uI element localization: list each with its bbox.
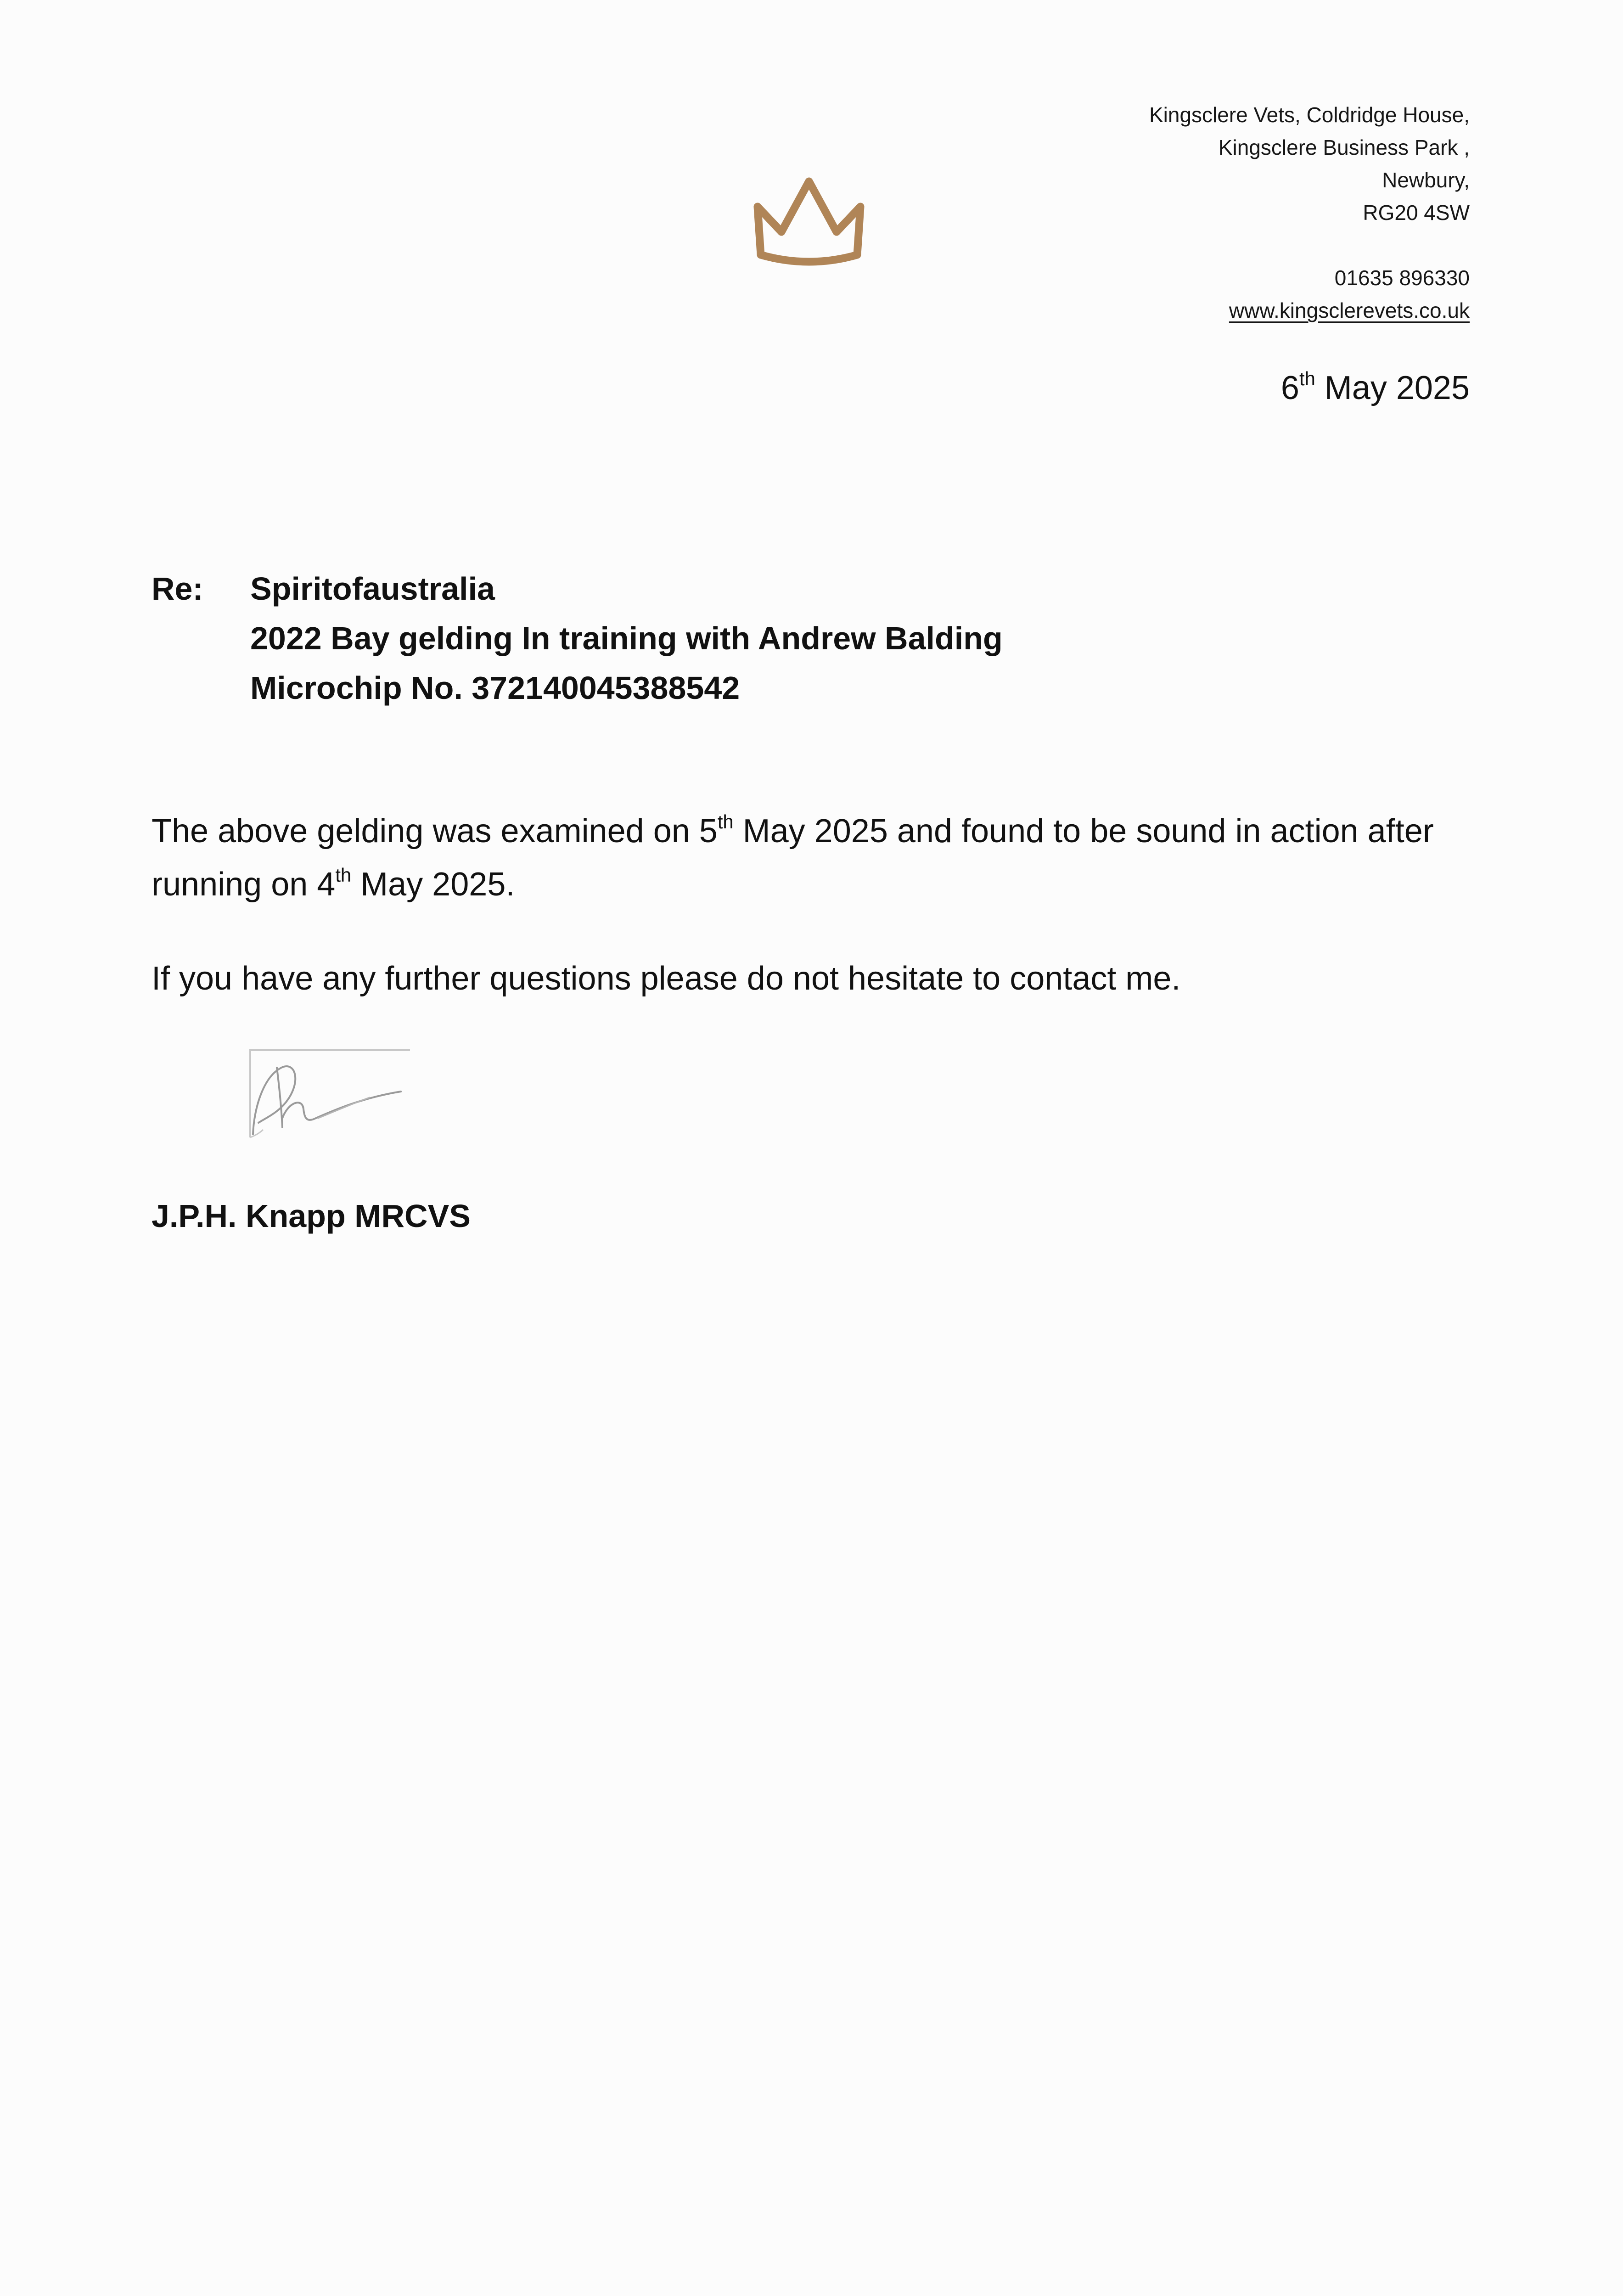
address-line: Kingsclere Business Park , (1218, 135, 1470, 159)
date-suffix: th (1299, 367, 1315, 389)
body-text-segment: May 2025. (351, 866, 515, 903)
letter-date (1281, 367, 1470, 413)
ordinal-suffix: th (335, 864, 352, 886)
microchip-number: Microchip No. 372140045388542 (250, 670, 740, 706)
reference-block (250, 564, 1003, 713)
date-day: 6 (1280, 370, 1299, 406)
handwritten-signature (249, 1049, 410, 1139)
body-paragraph-2: If you have any further questions please do not hesitate to contact me. (152, 960, 1181, 997)
phone-number: 01635 896330 (1334, 266, 1470, 290)
re-label: Re: (152, 571, 203, 607)
practice-address (965, 99, 1470, 327)
date-month-year: May 2025 (1315, 370, 1470, 406)
address-line: RG20 4SW (1363, 201, 1470, 225)
website-link[interactable]: www.kingsclerevets.co.uk (1229, 298, 1470, 322)
address-line: Newbury, (1382, 168, 1470, 192)
horse-name: Spiritofaustralia (250, 571, 495, 607)
ordinal-suffix: th (717, 810, 734, 833)
body-text-segment: The above gelding was examined on 5 (152, 813, 718, 850)
horse-description: 2022 Bay gelding In training with Andrew Balding (250, 620, 1003, 656)
body-text-segment: May 2025 and found to be sound in action after running on 4 (152, 813, 1434, 903)
signatory-name: J.P.H. Knapp MRCVS (152, 1198, 471, 1234)
address-line: Kingsclere Vets, Coldridge House, (1149, 103, 1470, 127)
crown-icon (749, 174, 869, 266)
body-paragraph-1 (152, 807, 1483, 913)
